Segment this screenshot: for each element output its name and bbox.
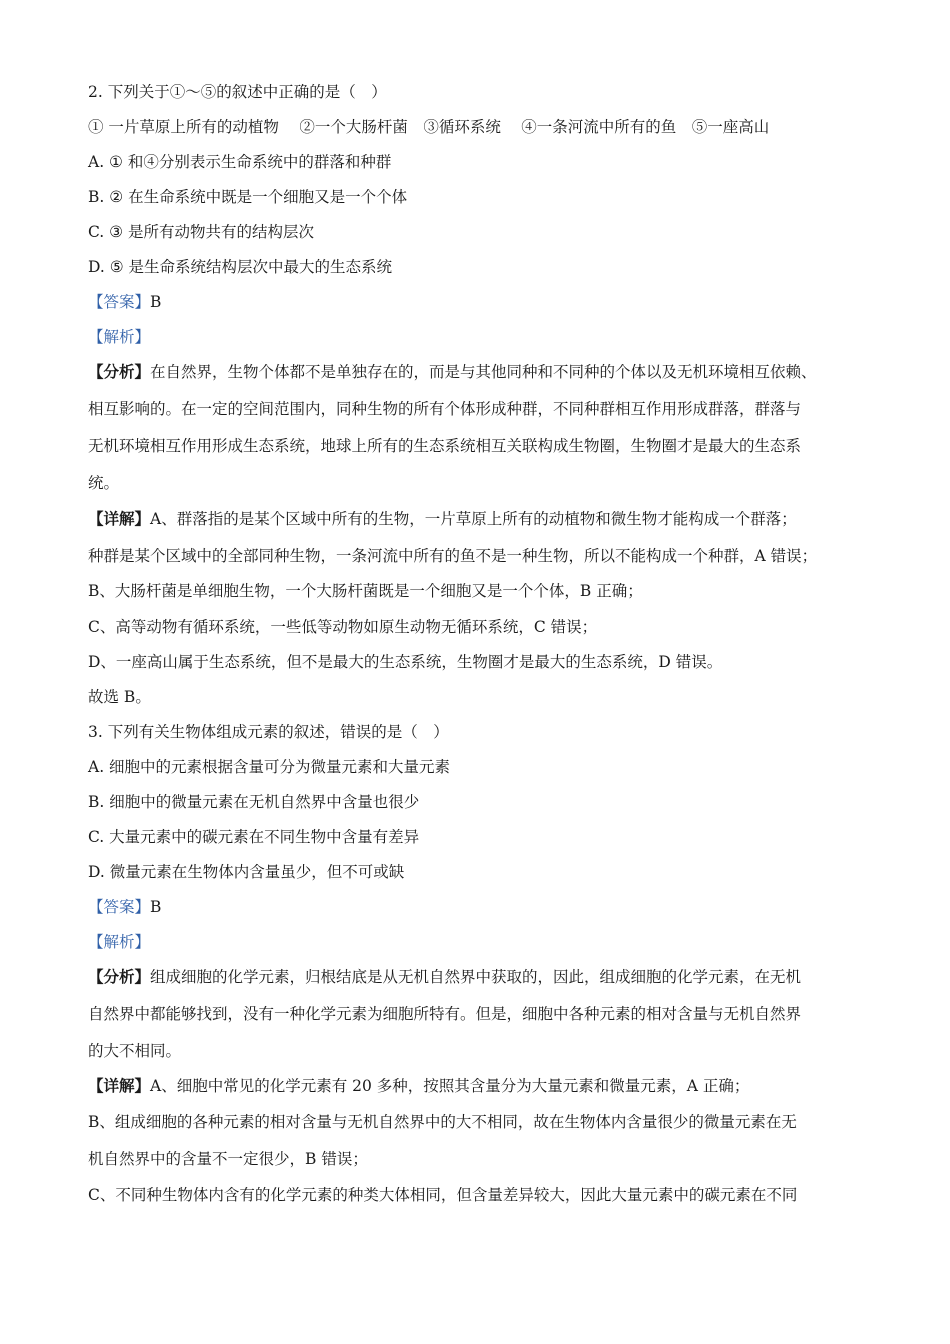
answer-value: B [150,293,162,311]
q2-xiangjie-line: C、高等动物有循环系统，一些低等动物如原生动物无循环系统，C 错误； [88,618,598,636]
xiangjie-text: A、群落指的是某个区域中所有的生物，一片草原上所有的动植物和微生物才能构成一个群落； [150,510,797,528]
q3-xiangjie-line: B、组成细胞的各种元素的相对含量与无机自然界中的大不相同，故在生物体内含量很少的微量元素在无 [88,1113,797,1131]
fenxi-text: 在自然界，生物个体都不是单独存在的，而是与其他同种和不同种的个体以及无机环境相互依赖、 [150,363,817,381]
xiangjie-tag: 【详解】 [88,509,151,528]
q3-xiangjie-line [88,1076,749,1096]
fenxi-tag: 【分析】 [88,362,151,381]
q2-xiangjie-line: 种群是某个区域中的全部同种生物，一条河流中所有的鱼不是一种生物，所以不能构成一个种群，A 错误； [88,547,818,565]
q2-answer [88,292,161,312]
q2-fenxi-line: 统。 [88,474,120,492]
fenxi-text: 组成细胞的化学元素，归根结底是从无机自然界中获取的，因此，组成细胞的化学元素，在无机 [150,968,802,986]
q3-fenxi-line: 自然界中都能够找到，没有一种化学元素为细胞所特有。但是，细胞中各种元素的相对含量与无机自然界 [88,1005,802,1023]
q2-fenxi-line: 相互影响的。在一定的空间范围内，同种生物的所有个体形成种群，不同种群相互作用形成群落，群落与 [88,400,802,418]
q3-option-a: A. 细胞中的元素根据含量可分为微量元素和大量元素 [88,758,451,776]
q3-option-d: D. 微量元素在生物体内含量虽少，但不可或缺 [88,863,405,881]
q2-conclusion: 故选 B。 [88,688,151,706]
q3-stem: 3. 下列有关生物体组成元素的叙述，错误的是（ ） [88,723,449,741]
fenxi-tag: 【分析】 [88,967,151,986]
q2-option-a: A. ① 和④分别表示生命系统中的群落和种群 [88,153,392,171]
q2-analysis-tag [88,327,150,347]
q3-xiangjie-line: 机自然界中的含量不一定很少，B 错误； [88,1150,368,1168]
answer-value: B [150,898,162,916]
q2-items: ① 一片草原上所有的动植物 ②一个大肠杆菌 ③循环系统 ④一条河流中所有的鱼 ⑤一座高山 [88,118,770,136]
q2-fenxi-line: 无机环境相互作用形成生态系统，地球上所有的生态系统相互关联构成生物圈，生物圈才是最大的生态系 [88,437,802,455]
q3-option-c: C. 大量元素中的碳元素在不同生物中含量有差异 [88,828,420,846]
q2-xiangjie-line: B、大肠杆菌是单细胞生物，一个大肠杆菌既是一个细胞又是一个个体，B 正确； [88,582,643,600]
xiangjie-text: A、细胞中常见的化学元素有 20 多种，按照其含量分为大量元素和微量元素，A 正确； [150,1077,750,1095]
q2-xiangjie-line: D、一座高山属于生态系统，但不是最大的生态系统，生物圈才是最大的生态系统，D 错误。 [88,653,723,671]
analysis-tag: 【解析】 [88,328,151,346]
answer-tag: 【答案】 [88,898,151,916]
xiangjie-tag: 【详解】 [88,1076,151,1095]
q3-analysis-tag [88,932,150,952]
q2-xiangjie-line [88,509,797,529]
q2-fenxi-line [88,362,817,382]
q2-option-b: B. ② 在生命系统中既是一个细胞又是一个个体 [88,188,408,206]
q3-fenxi-line: 的大不相同。 [88,1042,182,1060]
q2-option-d: D. ⑤ 是生命系统结构层次中最大的生态系统 [88,258,393,276]
answer-tag: 【答案】 [88,293,151,311]
q3-answer [88,897,161,917]
q2-option-c: C. ③ 是所有动物共有的结构层次 [88,223,314,241]
q2-stem: 2. 下列关于①～⑤的叙述中正确的是（ ） [88,83,387,101]
q3-fenxi-line [88,967,801,987]
q3-option-b: B. 细胞中的微量元素在无机自然界中含量也很少 [88,793,420,811]
analysis-tag: 【解析】 [88,933,151,951]
q3-xiangjie-line: C、不同种生物体内含有的化学元素的种类大体相同，但含量差异较大，因此大量元素中的碳元素在不同 [88,1186,798,1204]
